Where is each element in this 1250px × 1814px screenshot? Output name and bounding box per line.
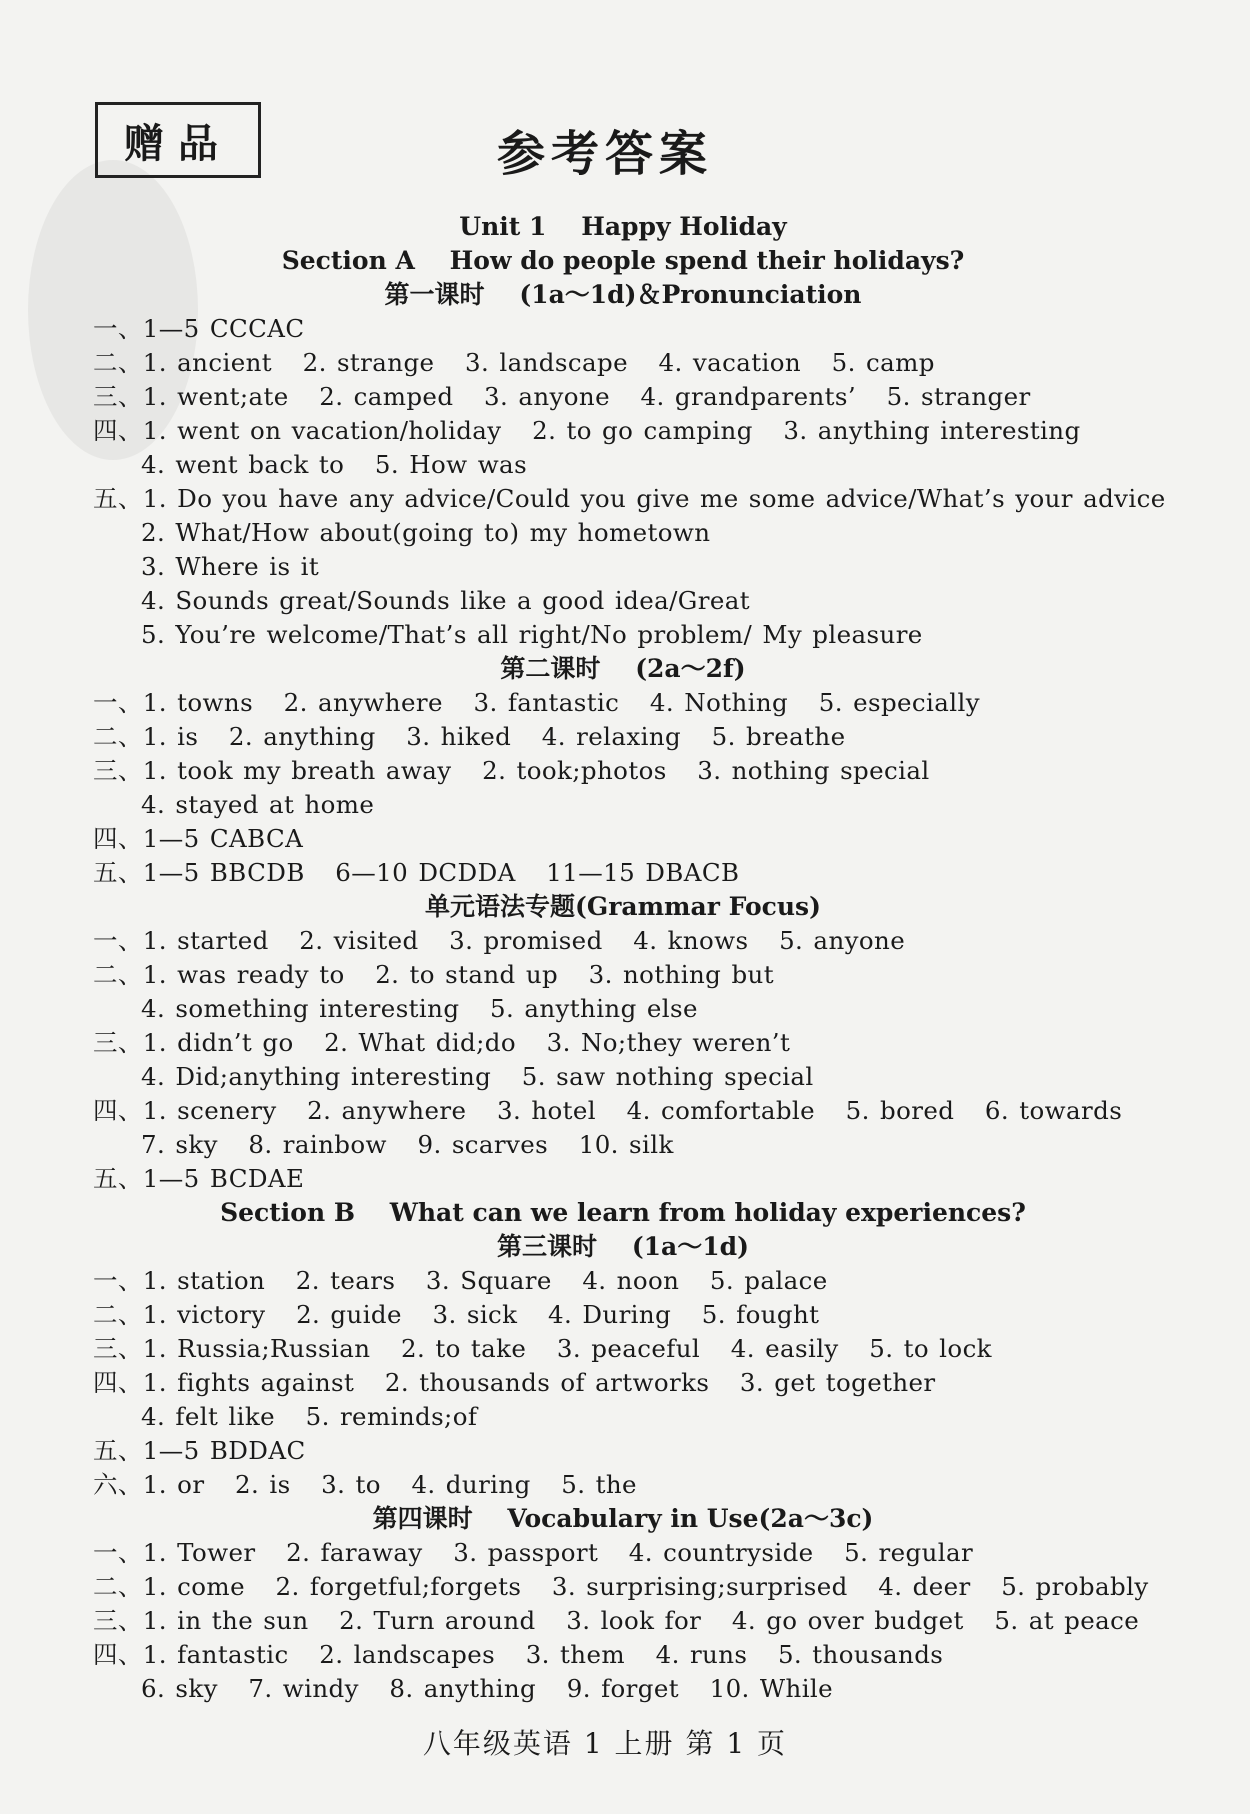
- answer-line: 4. something interesting 5. anything else: [141, 994, 698, 1023]
- answer-line: 4. felt like 5. reminds;of: [141, 1402, 478, 1431]
- answer-line: 7. sky 8. rainbow 9. scarves 10. silk: [141, 1130, 674, 1159]
- answer-line: 四、1. fights against 2. thousands of artworks 3. get together: [93, 1368, 936, 1397]
- section-heading: 第一课时 (1a～1d)＆Pronunciation: [384, 280, 862, 309]
- section-heading: 第二课时 (2a～2f): [500, 654, 746, 683]
- answer-line: 三、1. didn’t go 2. What did;do 3. No;they weren’t: [93, 1028, 791, 1057]
- answer-line: 五、1—5 BDDAC: [93, 1436, 306, 1465]
- section-heading: Unit 1 Happy Holiday: [459, 212, 787, 241]
- answer-content: [93, 210, 1166, 1706]
- answer-line: 四、1. went on vacation/holiday 2. to go camping 3. anything interesting: [93, 416, 1081, 445]
- answer-line: 四、1. fantastic 2. landscapes 3. them 4. runs 5. thousands: [93, 1640, 944, 1669]
- answer-line: 五、1—5 BCDAE: [93, 1164, 305, 1193]
- answer-line: 2. What/How about(going to) my hometown: [141, 518, 711, 547]
- answer-line: 四、1—5 CABCA: [93, 824, 304, 853]
- answer-line: 一、1. station 2. tears 3. Square 4. noon 5. palace: [93, 1266, 828, 1295]
- answer-line: 4. Did;anything interesting 5. saw nothing special: [141, 1062, 814, 1091]
- answer-line: 一、1. towns 2. anywhere 3. fantastic 4. Nothing 5. especially: [93, 688, 980, 717]
- answer-line: 五、1. Do you have any advice/Could you give me some advice/What’s your advice: [93, 484, 1166, 513]
- answer-line: 二、1. ancient 2. strange 3. landscape 4. vacation 5. camp: [93, 348, 935, 377]
- answer-line: 六、1. or 2. is 3. to 4. during 5. the: [93, 1470, 637, 1499]
- answer-line: 二、1. victory 2. guide 3. sick 4. During 5. fought: [93, 1300, 820, 1329]
- answer-line: 一、1. Tower 2. faraway 3. passport 4. countryside 5. regular: [93, 1538, 974, 1567]
- answer-line: 三、1. went;ate 2. camped 3. anyone 4. grandparents’ 5. stranger: [93, 382, 1031, 411]
- answer-line: 一、1. started 2. visited 3. promised 4. knows 5. anyone: [93, 926, 906, 955]
- section-heading: 单元语法专题(Grammar Focus): [425, 892, 821, 921]
- section-heading: Section A How do people spend their holidays?: [281, 246, 965, 275]
- answer-line: 二、1. is 2. anything 3. hiked 4. relaxing 5. breathe: [93, 722, 846, 751]
- answer-line: 6. sky 7. windy 8. anything 9. forget 10. While: [141, 1674, 834, 1703]
- section-heading: 第四课时 Vocabulary in Use(2a～3c): [372, 1504, 874, 1533]
- answer-line: 一、1—5 CCCAC: [93, 314, 305, 343]
- page-footer: 八年级英语 1 上册 第 1 页: [422, 1727, 788, 1760]
- answer-line: 三、1. took my breath away 2. took;photos 3. nothing special: [93, 756, 930, 785]
- answer-line: 4. Sounds great/Sounds like a good idea/Great: [141, 586, 751, 615]
- page-title: 参考答案: [496, 126, 713, 182]
- answer-line: 二、1. come 2. forgetful;forgets 3. surprising;surprised 4. deer 5. probably: [93, 1572, 1149, 1601]
- answer-line: 二、1. was ready to 2. to stand up 3. nothing but: [93, 960, 774, 989]
- gift-badge: 赠品: [95, 102, 261, 178]
- answer-line: 4. stayed at home: [141, 790, 375, 819]
- answer-line: 五、1—5 BBCDB 6—10 DCDDA 11—15 DBACB: [93, 858, 740, 887]
- answer-line: 四、1. scenery 2. anywhere 3. hotel 4. comfortable 5. bored 6. towards: [93, 1096, 1123, 1125]
- section-heading: Section B What can we learn from holiday experiences?: [220, 1198, 1026, 1227]
- answer-line: 三、1. Russia;Russian 2. to take 3. peaceful 4. easily 5. to lock: [93, 1334, 992, 1363]
- answer-line: 三、1. in the sun 2. Turn around 3. look for 4. go over budget 5. at peace: [93, 1606, 1140, 1635]
- section-heading: 第三课时 (1a～1d): [497, 1232, 749, 1261]
- answer-line: 3. Where is it: [141, 552, 320, 581]
- answer-line: 5. You’re welcome/That’s all right/No problem/ My pleasure: [141, 620, 923, 649]
- answer-line: 4. went back to 5. How was: [141, 450, 528, 479]
